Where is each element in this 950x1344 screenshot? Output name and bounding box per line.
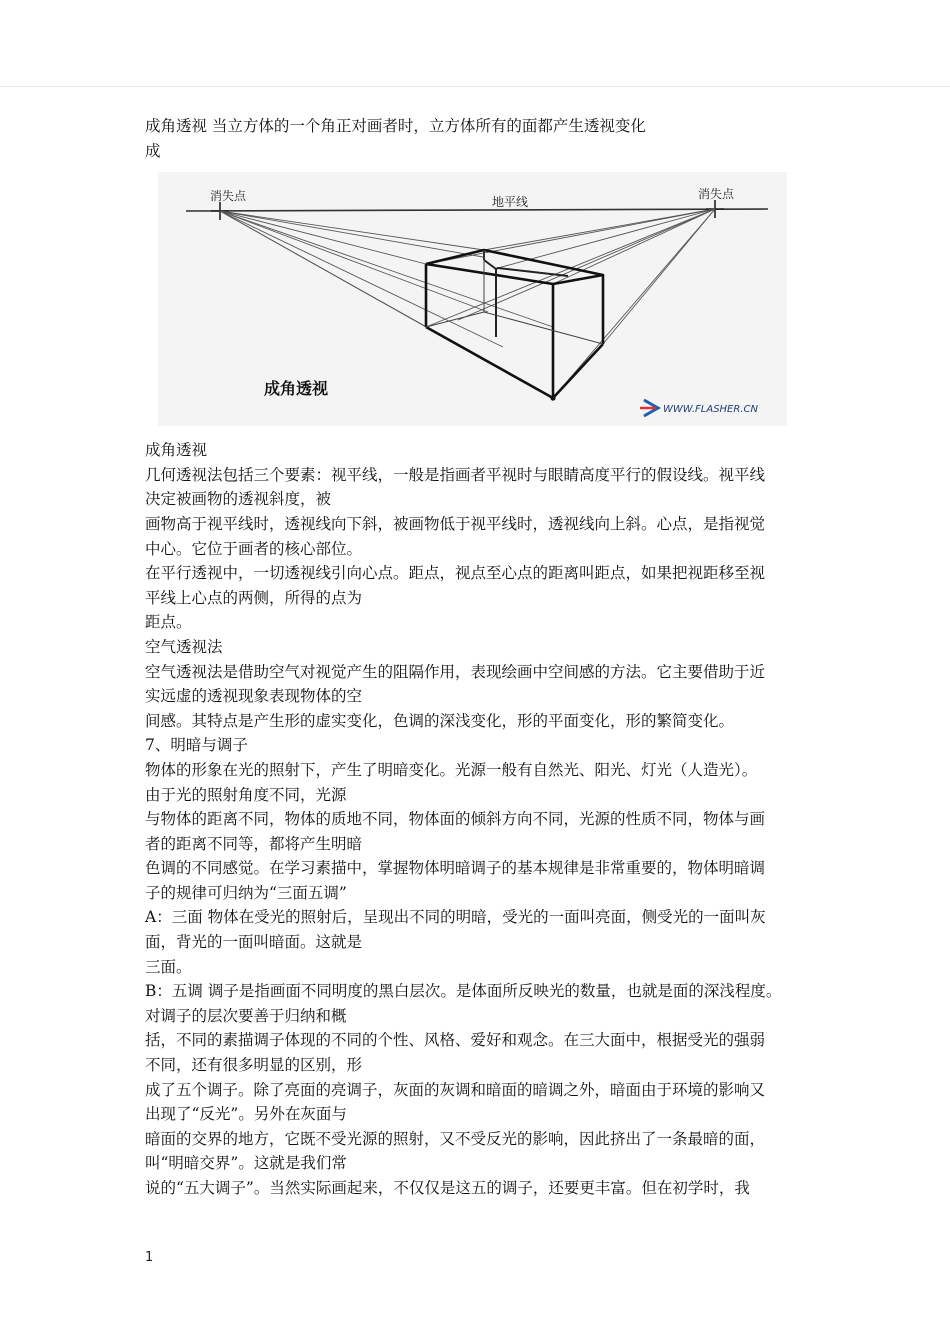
label-vp-left: 消失点 [210, 189, 247, 204]
text-line: 距点。 [145, 613, 192, 632]
text-line: 平线上心点的两侧，所得的点为 [145, 588, 363, 607]
text-line: 空气透视法 [145, 637, 223, 656]
cube-bottom-vertex [550, 396, 555, 401]
document-body [145, 114, 809, 1201]
header-rule [0, 86, 950, 87]
label-vp-right: 消失点 [698, 187, 735, 202]
text-line: 说的“五大调子”。当然实际画起来，不仅仅是这五的调子，还要更丰富。但在初学时，我 [145, 1179, 750, 1197]
hidden-edges [426, 250, 603, 344]
text-line: 暗面的交界的地方，它既不受光源的照射，又不受反光的影响，因此挤出了一条最暗的面， [145, 1129, 766, 1148]
text-line: B：五调 调子是指画面不同明度的黑白层次。是体面所反映光的数量，也就是面的深浅程度。 [145, 982, 782, 1001]
text-line: 中心。它位于画者的核心部位。 [145, 539, 363, 558]
text-line: 决定被画物的透视斜度，被 [145, 490, 332, 509]
text-line: 子的规律可归纳为“三面五调” [145, 883, 347, 902]
text-line: 空气透视法是借助空气对视觉产生的阻隔作用，表现绘画中空间感的方法。它主要借助于近 [145, 662, 766, 681]
text-line: 7、明暗与调子 [145, 736, 248, 755]
flasher-logo-icon [640, 400, 658, 416]
body-text [145, 438, 809, 1200]
text-line: 几何透视法包括三个要素：视平线，一般是指画者平视时与眼睛高度平行的假设线。视平线 [145, 465, 766, 484]
text-line: 由于光的照射角度不同，光源 [145, 785, 347, 804]
two-point-perspective-diagram [158, 172, 787, 426]
text-line: 间感。其特点是产生形的虚实变化，色调的深浅变化，形的平面变化，形的繁简变化。 [145, 711, 735, 730]
text-line: 成了五个调子。除了亮面的亮调子，灰面的灰调和暗面的暗调之外，暗面由于环境的影响又 [145, 1080, 766, 1099]
figure-inset-caption: 成角透视 [264, 379, 329, 399]
text-line: 与物体的距离不同，物体的质地不同，物体面的倾斜方向不同，光源的性质不同，物体与画 [145, 810, 766, 829]
text-line: 者的距离不同等，都将产生明暗 [145, 834, 363, 853]
label-horizon: 地平线 [492, 195, 529, 210]
text-line: 物体的形象在光的照射下，产生了明暗变化。光源一般有自然光、阳光、灯光（人造光）。 [145, 760, 758, 779]
figure-watermark: WWW.FLASHER.CN [663, 404, 758, 416]
page-number: 1 [145, 1250, 154, 1265]
text-line: 在平行透视中，一切透视线引向心点。距点，视点至心点的距离叫距点，如果把视距移至视 [145, 564, 766, 583]
title-line-continuation: 成 [145, 141, 161, 160]
title-line: 成角透视 当立方体的一个角正对画者时，立方体所有的面都产生透视变化 [145, 117, 646, 135]
text-line: 色调的不同感觉。在学习素描中，掌握物体明暗调子的基本规律是非常重要的，物体明暗调 [145, 859, 766, 878]
text-line: A：三面 物体在受光的照射后，呈现出不同的明暗，受光的一面叫亮面，侧受光的一面叫灰 [145, 908, 766, 927]
right-convergence-lines [426, 209, 715, 398]
text-line: 括，不同的素描调子体现的不同的个性、风格、爱好和观念。在三大面中，根据受光的强弱 [145, 1031, 766, 1050]
text-line: 面，背光的一面叫暗面。这就是 [145, 933, 363, 952]
perspective-figure [158, 172, 787, 426]
cube-front [426, 250, 603, 398]
text-line: 不同，还有很多明显的区别，形 [145, 1056, 363, 1075]
cube-back [484, 250, 568, 337]
text-line: 成角透视 [145, 441, 208, 460]
text-line: 叫“明暗交界”。这就是我们常 [145, 1154, 347, 1173]
text-line: 画物高于视平线时，透视线向下斜，被画物低于视平线时，透视线向上斜。心点，是指视觉 [145, 514, 766, 533]
text-line: 对调子的层次要善于归纳和概 [145, 1006, 347, 1025]
horizon-line [186, 209, 768, 211]
text-line: 出现了“反光”。另外在灰面与 [145, 1105, 347, 1124]
text-line: 实远虚的透视现象表现物体的空 [145, 687, 363, 706]
text-line: 三面。 [145, 957, 192, 976]
